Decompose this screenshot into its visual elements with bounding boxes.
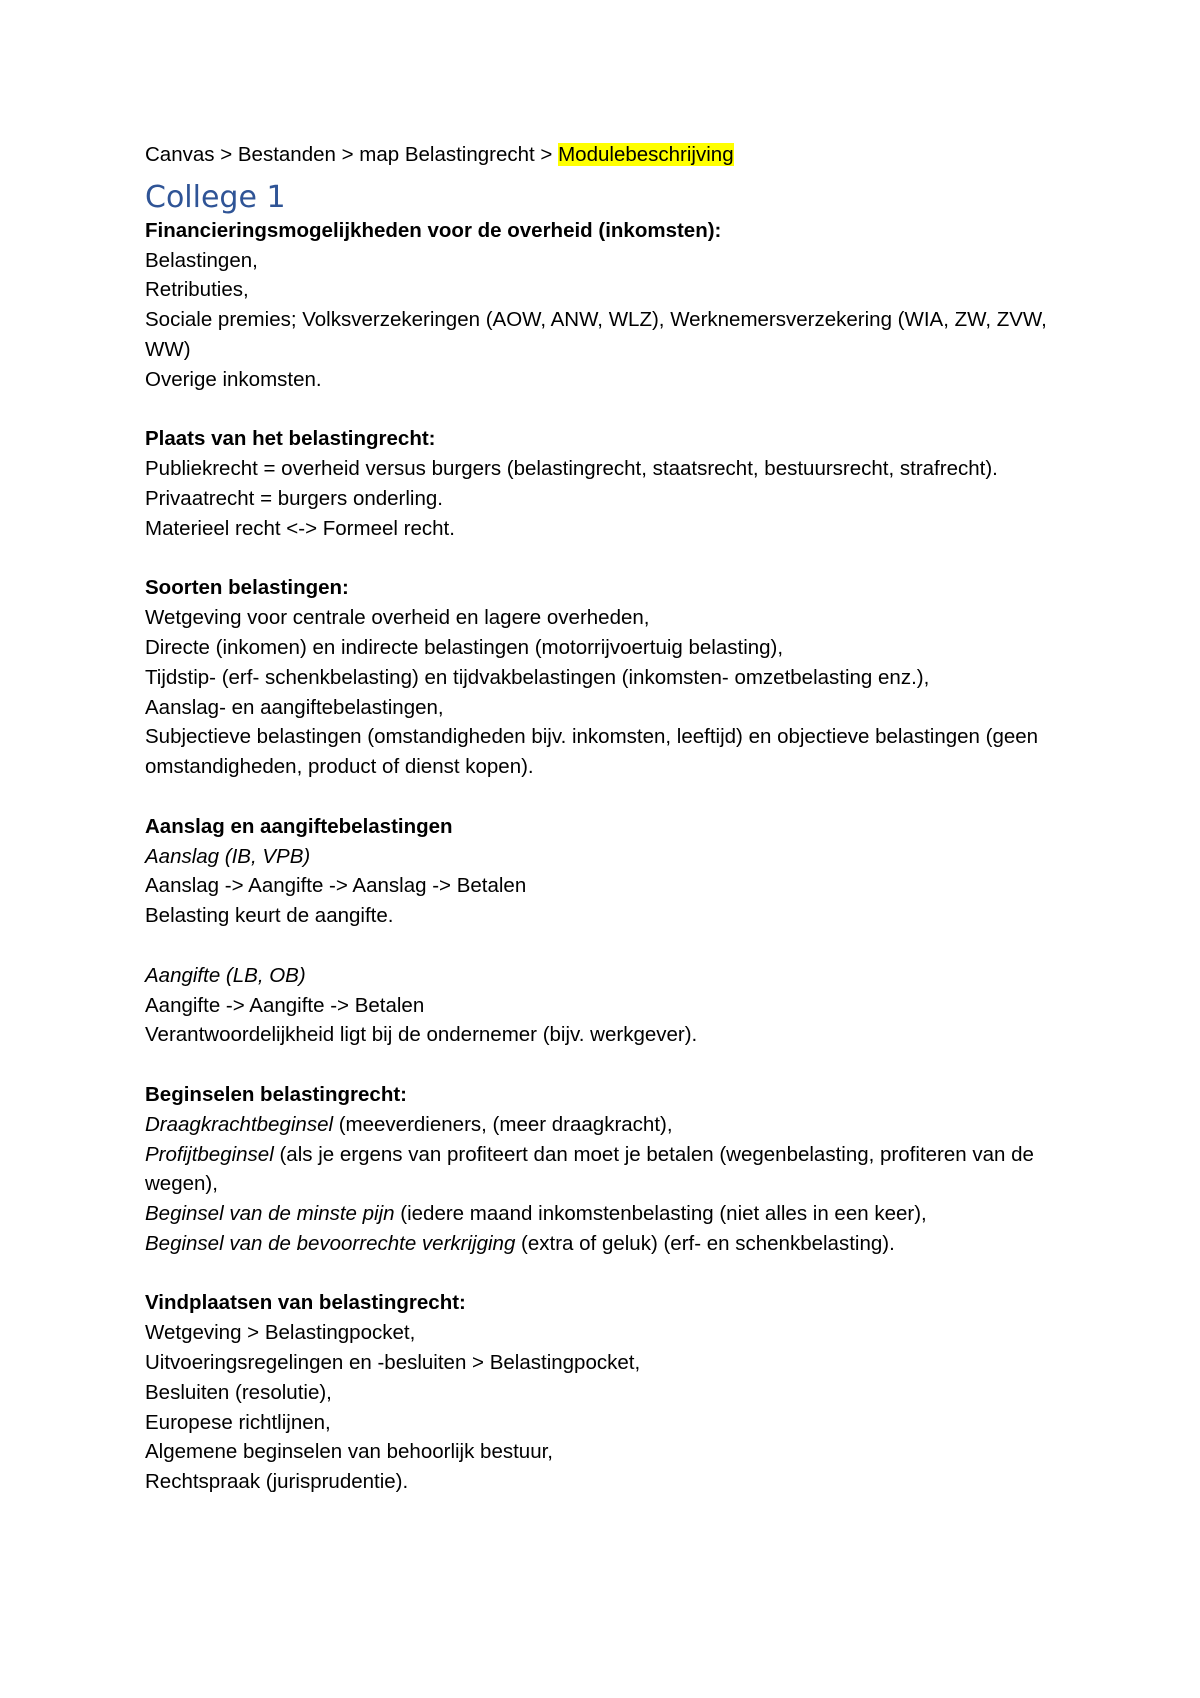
list-item: Materieel recht <-> Formeel recht. <box>145 516 455 540</box>
list-item: Overige inkomsten. <box>145 367 322 391</box>
section-title: Soorten belastingen: <box>145 576 349 600</box>
page-title: College 1 <box>145 179 286 215</box>
term: Beginsel van de bevoorrechte verkrijging <box>145 1231 516 1255</box>
list-item: Privaatrecht = burgers onderling. <box>145 486 443 510</box>
list-item: Tijdstip- (erf- schenkbelasting) en tijdvakbelastingen (inkomsten- omzetbelasting enz.), <box>145 665 930 689</box>
term-description: (iedere maand inkomstenbelasting (niet alles in een keer), <box>394 1202 927 1226</box>
list-item: Belastingen, <box>145 248 258 272</box>
term-description: (extra of geluk) (erf- en schenkbelasting). <box>515 1231 895 1255</box>
list-item: Aanslag- en aangiftebelastingen, <box>145 695 444 719</box>
list-item: Europese richtlijnen, <box>145 1410 331 1434</box>
section-beginselen <box>145 1080 1075 1259</box>
section-soorten <box>145 573 1075 782</box>
section-financiering <box>145 216 1075 395</box>
spacer <box>145 931 1075 961</box>
list-item <box>145 1199 1075 1229</box>
list-item: Wetgeving voor centrale overheid en lagere overheden, <box>145 606 650 630</box>
list-item: Sociale premies; Volksverzekeringen (AOW, ANW, WLZ), Werknemersverzekering (WIA, ZW, ZVW, WW) <box>145 308 1047 361</box>
list-item: Uitvoeringsregelingen en -besluiten > Belastingpocket, <box>145 1351 641 1375</box>
list-item: Aanslag -> Aangifte -> Aanslag -> Betalen <box>145 874 527 898</box>
list-item: Aangifte -> Aangifte -> Betalen <box>145 993 425 1017</box>
list-item <box>145 1229 1075 1259</box>
list-item: Directe (inkomen) en indirecte belastingen (motorrijvoertuig belasting), <box>145 635 784 659</box>
list-item: Wetgeving > Belastingpocket, <box>145 1321 416 1345</box>
section-plaats <box>145 424 1075 543</box>
term-description: (meeverdieners, (meer draagkracht), <box>333 1112 673 1136</box>
list-item: Subjectieve belastingen (omstandigheden bijv. inkomsten, leeftijd) en objectieve belastingen (geen omstandigheden, product of dienst kopen). <box>145 725 1039 779</box>
document-page <box>145 140 1075 1527</box>
section-title: Plaats van het belastingrecht: <box>145 427 436 451</box>
term: Draagkrachtbeginsel <box>145 1112 334 1136</box>
section-title: Vindplaatsen van belastingrecht: <box>145 1291 466 1315</box>
list-item: Besluiten (resolutie), <box>145 1380 332 1404</box>
section-title: Aanslag en aangiftebelastingen <box>145 814 453 838</box>
list-item <box>145 1140 1075 1200</box>
list-item <box>145 1110 1075 1140</box>
list-item: Belasting keurt de aangifte. <box>145 904 394 928</box>
list-item: Rechtspraak (jurisprudentie). <box>145 1470 409 1494</box>
term: Beginsel van de minste pijn <box>145 1202 395 1226</box>
subsection-title: Aangifte (LB, OB) <box>145 963 306 987</box>
section-vindplaatsen <box>145 1288 1075 1497</box>
term-description: (als je ergens van profiteert dan moet je betalen (wegenbelasting, profiteren van de wegen), <box>145 1142 1034 1196</box>
term: Profijtbeginsel <box>145 1142 274 1166</box>
list-item: Verantwoordelijkheid ligt bij de ondernemer (bijv. werkgever). <box>145 1023 698 1047</box>
breadcrumb-highlight: Modulebeschrijving <box>558 143 734 166</box>
list-item: Retributies, <box>145 278 249 302</box>
breadcrumb-path: Canvas > Bestanden > map Belastingrecht > <box>145 143 559 166</box>
section-aanslag <box>145 812 1075 1050</box>
section-title: Beginselen belastingrecht: <box>145 1082 408 1106</box>
section-title: Financieringsmogelijkheden voor de overheid (inkomsten): <box>145 218 722 242</box>
breadcrumb <box>145 140 1075 170</box>
subsection-title: Aanslag (IB, VPB) <box>145 844 311 868</box>
list-item: Algemene beginselen van behoorlijk bestuur, <box>145 1440 553 1464</box>
list-item: Publiekrecht = overheid versus burgers (belastingrecht, staatsrecht, bestuursrecht, strafrecht). <box>145 457 998 481</box>
